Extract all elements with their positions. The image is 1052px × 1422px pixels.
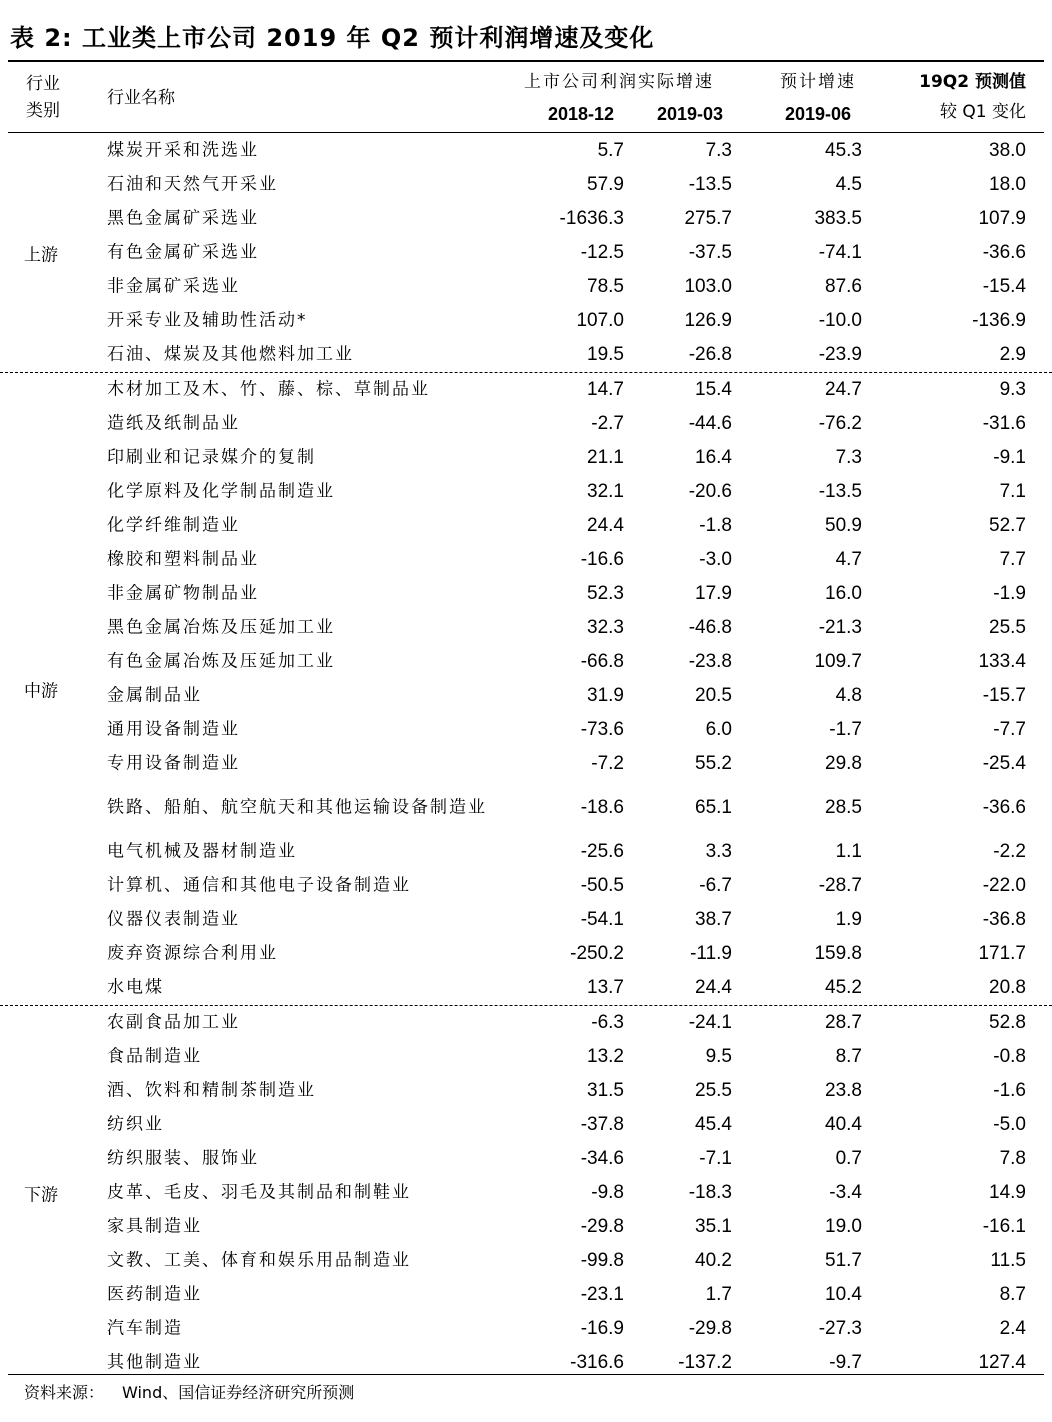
table-row xyxy=(0,134,1052,168)
growth-2019-03: 20.5 xyxy=(695,685,732,706)
forecast-2019-06: 7.3 xyxy=(835,447,862,468)
growth-2018-12: -1636.3 xyxy=(559,208,624,229)
industry-name: 非金属矿物制品业 xyxy=(107,583,259,604)
industry-name: 其他制造业 xyxy=(107,1352,202,1373)
forecast-2019-06: 159.8 xyxy=(814,943,862,964)
forecast-2019-06: 383.5 xyxy=(814,208,862,229)
forecast-2019-06: 50.9 xyxy=(825,515,862,536)
growth-2018-12: -54.1 xyxy=(580,909,624,930)
change-vs-q1: 9.3 xyxy=(999,379,1026,400)
table-body xyxy=(0,134,1052,1380)
industry-name: 文教、工美、体育和娱乐用品制造业 xyxy=(107,1250,411,1271)
change-vs-q1: -1.9 xyxy=(993,583,1026,604)
industry-name: 开采专业及辅助性活动* xyxy=(107,310,308,331)
industry-name: 家具制造业 xyxy=(107,1216,202,1237)
change-vs-q1: 8.7 xyxy=(999,1284,1026,1305)
industry-name: 医药制造业 xyxy=(107,1284,202,1305)
forecast-2019-06: 45.3 xyxy=(825,140,862,161)
growth-2019-03: 126.9 xyxy=(684,310,732,331)
growth-2018-12: -7.2 xyxy=(591,753,624,774)
forecast-2019-06: 28.7 xyxy=(825,1012,862,1033)
growth-2018-12: -2.7 xyxy=(591,413,624,434)
growth-2019-03: -137.2 xyxy=(678,1352,732,1373)
change-vs-q1: 52.8 xyxy=(989,1012,1026,1033)
growth-2019-03: 7.3 xyxy=(705,140,732,161)
header-col-2019-06: 2019-06 xyxy=(785,104,852,124)
table-row xyxy=(0,1108,1052,1142)
growth-2018-12: -99.8 xyxy=(580,1250,624,1271)
forecast-2019-06: 51.7 xyxy=(825,1250,862,1271)
growth-2019-03: 3.3 xyxy=(705,841,732,862)
header-forecast-growth: 预计增速 xyxy=(780,72,856,92)
table-row xyxy=(0,168,1052,202)
forecast-2019-06: 1.1 xyxy=(835,841,862,862)
change-vs-q1: 11.5 xyxy=(990,1250,1026,1271)
growth-2018-12: 32.3 xyxy=(587,617,624,638)
forecast-2019-06: -74.1 xyxy=(818,242,862,263)
forecast-2019-06: 45.2 xyxy=(825,977,862,998)
forecast-2019-06: -3.4 xyxy=(829,1182,862,1203)
growth-2019-03: -26.8 xyxy=(688,344,732,365)
growth-2018-12: 31.5 xyxy=(587,1080,624,1101)
forecast-2019-06: -28.7 xyxy=(818,875,862,896)
forecast-2019-06: -27.3 xyxy=(818,1318,862,1339)
table-row xyxy=(0,407,1052,441)
growth-2018-12: -9.8 xyxy=(591,1182,624,1203)
change-vs-q1: -36.6 xyxy=(982,242,1026,263)
industry-name: 铁路、船舶、航空航天和其他运输设备制造业 xyxy=(107,797,487,818)
growth-2019-03: 24.4 xyxy=(695,977,732,998)
source-label: 资料来源： xyxy=(24,1383,105,1402)
growth-2018-12: -34.6 xyxy=(580,1148,624,1169)
change-vs-q1: -0.8 xyxy=(993,1046,1026,1067)
forecast-2019-06: 23.8 xyxy=(825,1080,862,1101)
forecast-2019-06: 24.7 xyxy=(825,379,862,400)
growth-2018-12: 14.7 xyxy=(587,379,624,400)
industry-name: 化学纤维制造业 xyxy=(107,515,240,536)
industry-name: 造纸及纸制品业 xyxy=(107,413,240,434)
forecast-2019-06: 87.6 xyxy=(825,276,862,297)
industry-name: 煤炭开采和洗选业 xyxy=(107,140,259,161)
growth-2019-03: -6.7 xyxy=(699,875,732,896)
forecast-2019-06: -13.5 xyxy=(818,481,862,502)
table-row xyxy=(0,1040,1052,1074)
growth-2018-12: -66.8 xyxy=(580,651,624,672)
growth-2019-03: 38.7 xyxy=(695,909,732,930)
group-label: 下游 xyxy=(24,1185,58,1206)
growth-2018-12: 32.1 xyxy=(587,481,624,502)
growth-2019-03: 16.4 xyxy=(695,447,732,468)
table-row xyxy=(0,971,1052,1005)
change-vs-q1: -15.4 xyxy=(982,276,1026,297)
table-row xyxy=(0,1244,1052,1278)
growth-2019-03: 17.9 xyxy=(695,583,732,604)
growth-2018-12: 31.9 xyxy=(587,685,624,706)
growth-2018-12: -25.6 xyxy=(580,841,624,862)
change-vs-q1: 7.1 xyxy=(999,481,1026,502)
forecast-2019-06: -10.0 xyxy=(818,310,862,331)
change-vs-q1: -5.0 xyxy=(993,1114,1026,1135)
bottom-rule xyxy=(8,1374,1044,1375)
growth-2018-12: -250.2 xyxy=(570,943,624,964)
group-section xyxy=(0,134,1052,372)
header-vs-q1-change: 较 Q1 变化 xyxy=(939,102,1026,122)
growth-2019-03: -7.1 xyxy=(699,1148,732,1169)
growth-2019-03: -1.8 xyxy=(699,515,732,536)
industry-name: 食品制造业 xyxy=(107,1046,202,1067)
table-row xyxy=(0,1176,1052,1210)
header-category-line1: 行业 xyxy=(26,74,60,94)
source-value: Wind、国信证券经济研究所预测 xyxy=(122,1383,355,1402)
table-row xyxy=(0,475,1052,509)
growth-2019-03: 1.7 xyxy=(705,1284,732,1305)
table-row xyxy=(0,202,1052,236)
table-row xyxy=(0,645,1052,679)
forecast-2019-06: 16.0 xyxy=(825,583,862,604)
table-row xyxy=(0,1074,1052,1108)
industry-name: 金属制品业 xyxy=(107,685,202,706)
change-vs-q1: 171.7 xyxy=(978,943,1026,964)
growth-2018-12: 13.7 xyxy=(587,977,624,998)
industry-name: 酒、饮料和精制茶制造业 xyxy=(107,1080,316,1101)
forecast-2019-06: -9.7 xyxy=(829,1352,862,1373)
industry-name: 通用设备制造业 xyxy=(107,719,240,740)
growth-2019-03: 103.0 xyxy=(684,276,732,297)
industry-name: 电气机械及器材制造业 xyxy=(107,841,297,862)
table-row xyxy=(0,903,1052,937)
change-vs-q1: -136.9 xyxy=(972,310,1026,331)
table-row xyxy=(0,1142,1052,1176)
table-header xyxy=(0,62,1052,132)
table-row xyxy=(0,869,1052,903)
industry-name: 汽车制造 xyxy=(107,1318,183,1339)
growth-2018-12: -37.8 xyxy=(580,1114,624,1135)
change-vs-q1: 127.4 xyxy=(978,1352,1026,1373)
industry-name: 有色金属冶炼及压延加工业 xyxy=(107,651,335,672)
industry-name: 农副食品加工业 xyxy=(107,1012,240,1033)
change-vs-q1: -36.8 xyxy=(982,909,1026,930)
growth-2018-12: -6.3 xyxy=(591,1012,624,1033)
growth-2018-12: -18.6 xyxy=(580,797,624,818)
industry-name: 有色金属矿采选业 xyxy=(107,242,259,263)
table-row xyxy=(0,611,1052,645)
growth-2018-12: -23.1 xyxy=(580,1284,624,1305)
change-vs-q1: 18.0 xyxy=(989,174,1026,195)
growth-2019-03: 45.4 xyxy=(695,1114,732,1135)
table-row xyxy=(0,937,1052,971)
header-actual-growth: 上市公司利润实际增速 xyxy=(524,72,714,92)
growth-2019-03: 9.5 xyxy=(705,1046,732,1067)
table-row xyxy=(0,338,1052,372)
growth-2019-03: -46.8 xyxy=(688,617,732,638)
industry-name: 仪器仪表制造业 xyxy=(107,909,240,930)
change-vs-q1: 38.0 xyxy=(989,140,1026,161)
industry-name: 黑色金属矿采选业 xyxy=(107,208,259,229)
growth-2018-12: -16.6 xyxy=(580,549,624,570)
growth-2018-12: 13.2 xyxy=(587,1046,624,1067)
forecast-2019-06: -21.3 xyxy=(818,617,862,638)
industry-name: 纺织业 xyxy=(107,1114,164,1135)
group-label: 上游 xyxy=(24,245,58,266)
forecast-2019-06: 28.5 xyxy=(825,797,862,818)
forecast-2019-06: 8.7 xyxy=(835,1046,862,1067)
table-row xyxy=(0,373,1052,407)
change-vs-q1: -9.1 xyxy=(993,447,1026,468)
growth-2019-03: 25.5 xyxy=(695,1080,732,1101)
group-section xyxy=(0,1005,1052,1380)
table-row xyxy=(0,270,1052,304)
growth-2019-03: -24.1 xyxy=(688,1012,732,1033)
industry-name: 废弃资源综合利用业 xyxy=(107,943,278,964)
industry-name: 橡胶和塑料制品业 xyxy=(107,549,259,570)
forecast-2019-06: 4.8 xyxy=(835,685,862,706)
growth-2018-12: 107.0 xyxy=(576,310,624,331)
industry-name: 石油和天然气开采业 xyxy=(107,174,278,195)
growth-2018-12: 52.3 xyxy=(587,583,624,604)
header-rule xyxy=(8,132,1044,133)
growth-2019-03: -18.3 xyxy=(688,1182,732,1203)
growth-2018-12: -316.6 xyxy=(570,1352,624,1373)
growth-2019-03: -44.6 xyxy=(688,413,732,434)
industry-name: 非金属矿采选业 xyxy=(107,276,240,297)
group-section xyxy=(0,372,1052,1005)
forecast-2019-06: 0.7 xyxy=(835,1148,862,1169)
growth-2018-12: 19.5 xyxy=(587,344,624,365)
change-vs-q1: 133.4 xyxy=(978,651,1026,672)
change-vs-q1: 7.7 xyxy=(999,549,1026,570)
change-vs-q1: -25.4 xyxy=(982,753,1026,774)
table-row xyxy=(0,713,1052,747)
change-vs-q1: 14.9 xyxy=(989,1182,1026,1203)
change-vs-q1: -1.6 xyxy=(993,1080,1026,1101)
table-row xyxy=(0,1210,1052,1244)
growth-2019-03: 15.4 xyxy=(695,379,732,400)
table-row xyxy=(0,835,1052,869)
table-row xyxy=(0,441,1052,475)
forecast-2019-06: 10.4 xyxy=(825,1284,862,1305)
change-vs-q1: -36.6 xyxy=(982,797,1026,818)
change-vs-q1: -2.2 xyxy=(993,841,1026,862)
change-vs-q1: 52.7 xyxy=(989,515,1026,536)
growth-2018-12: -16.9 xyxy=(580,1318,624,1339)
industry-name: 计算机、通信和其他电子设备制造业 xyxy=(107,875,411,896)
forecast-2019-06: -76.2 xyxy=(818,413,862,434)
table-row xyxy=(0,577,1052,611)
table-row xyxy=(0,236,1052,270)
growth-2019-03: -20.6 xyxy=(688,481,732,502)
table-row xyxy=(0,509,1052,543)
change-vs-q1: -15.7 xyxy=(982,685,1026,706)
forecast-2019-06: 19.0 xyxy=(825,1216,862,1237)
table-row xyxy=(0,679,1052,713)
table-row xyxy=(0,304,1052,338)
change-vs-q1: 2.9 xyxy=(999,344,1026,365)
growth-2018-12: -73.6 xyxy=(580,719,624,740)
growth-2018-12: 5.7 xyxy=(597,140,624,161)
growth-2019-03: -37.5 xyxy=(688,242,732,263)
group-label: 中游 xyxy=(24,681,58,702)
change-vs-q1: 107.9 xyxy=(978,208,1026,229)
change-vs-q1: 7.8 xyxy=(999,1148,1026,1169)
change-vs-q1: -31.6 xyxy=(982,413,1026,434)
header-col-2018-12: 2018-12 xyxy=(548,104,615,124)
change-vs-q1: -16.1 xyxy=(982,1216,1026,1237)
growth-2018-12: 78.5 xyxy=(587,276,624,297)
change-vs-q1: -7.7 xyxy=(993,719,1026,740)
table-row xyxy=(0,747,1052,781)
header-category-line2: 类别 xyxy=(26,101,60,121)
table-row xyxy=(0,781,1052,835)
industry-name: 化学原料及化学制品制造业 xyxy=(107,481,335,502)
growth-2019-03: 40.2 xyxy=(695,1250,732,1271)
table-row xyxy=(0,543,1052,577)
growth-2018-12: -29.8 xyxy=(580,1216,624,1237)
change-vs-q1: 20.8 xyxy=(989,977,1026,998)
source-note xyxy=(24,1380,354,1403)
growth-2019-03: -3.0 xyxy=(699,549,732,570)
header-q2-forecast: 19Q2 预测值 xyxy=(919,72,1026,92)
forecast-2019-06: 109.7 xyxy=(814,651,862,672)
forecast-2019-06: -23.9 xyxy=(818,344,862,365)
forecast-2019-06: 40.4 xyxy=(825,1114,862,1135)
industry-name: 纺织服装、服饰业 xyxy=(107,1148,259,1169)
change-vs-q1: 25.5 xyxy=(989,617,1026,638)
growth-2019-03: -29.8 xyxy=(688,1318,732,1339)
change-vs-q1: 2.4 xyxy=(999,1318,1026,1339)
growth-2019-03: 55.2 xyxy=(695,753,732,774)
growth-2018-12: 57.9 xyxy=(587,174,624,195)
growth-2019-03: 35.1 xyxy=(695,1216,732,1237)
growth-2019-03: -11.9 xyxy=(690,943,732,964)
forecast-2019-06: 4.7 xyxy=(835,549,862,570)
industry-name: 石油、煤炭及其他燃料加工业 xyxy=(107,344,354,365)
table-row xyxy=(0,1312,1052,1346)
table-row xyxy=(0,1006,1052,1040)
industry-name: 水电煤 xyxy=(107,977,164,998)
growth-2019-03: -13.5 xyxy=(688,174,732,195)
industry-name: 黑色金属冶炼及压延加工业 xyxy=(107,617,335,638)
forecast-2019-06: 1.9 xyxy=(835,909,862,930)
growth-2018-12: -50.5 xyxy=(580,875,624,896)
industry-name: 印刷业和记录媒介的复制 xyxy=(107,447,316,468)
growth-2019-03: 65.1 xyxy=(695,797,732,818)
growth-2019-03: -23.8 xyxy=(688,651,732,672)
growth-2019-03: 6.0 xyxy=(705,719,732,740)
header-industry-name: 行业名称 xyxy=(107,88,175,108)
header-col-2019-03: 2019-03 xyxy=(657,104,724,124)
industry-name: 木材加工及木、竹、藤、棕、草制品业 xyxy=(107,379,430,400)
forecast-2019-06: 29.8 xyxy=(825,753,862,774)
change-vs-q1: -22.0 xyxy=(982,875,1026,896)
forecast-2019-06: 4.5 xyxy=(835,174,862,195)
growth-2018-12: 24.4 xyxy=(587,515,624,536)
industry-name: 皮革、毛皮、羽毛及其制品和制鞋业 xyxy=(107,1182,411,1203)
growth-2018-12: 21.1 xyxy=(587,447,624,468)
table-title: 表 2: 工业类上市公司 2019 年 Q2 预计利润增速及变化 xyxy=(10,24,655,52)
growth-2019-03: 275.7 xyxy=(684,208,732,229)
industry-name: 专用设备制造业 xyxy=(107,753,240,774)
forecast-2019-06: -1.7 xyxy=(829,719,862,740)
table-row xyxy=(0,1278,1052,1312)
growth-2018-12: -12.5 xyxy=(580,242,624,263)
